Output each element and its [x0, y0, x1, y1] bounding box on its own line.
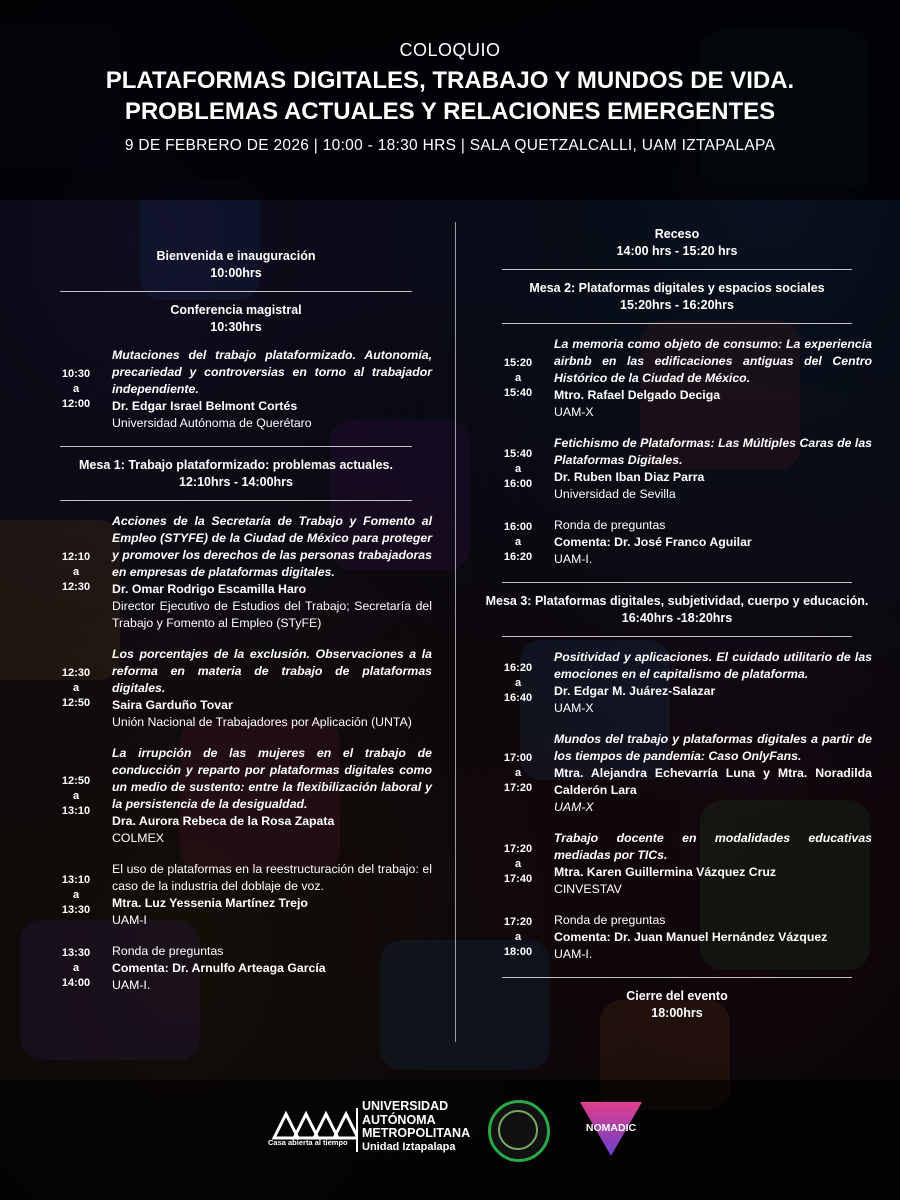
session-item — [482, 517, 872, 568]
session-time — [482, 661, 554, 706]
session-details — [112, 646, 432, 731]
session-start: 12:50 — [61, 774, 91, 787]
keynote-session — [40, 347, 432, 432]
session-sep: a — [72, 682, 80, 694]
mesa2-block — [482, 280, 872, 313]
session-end: 16:40 — [503, 691, 533, 704]
divider — [502, 269, 852, 270]
session-item — [482, 435, 872, 503]
talk-title: Ronda de preguntas — [554, 518, 666, 532]
speaker-affiliation: UAM-X — [554, 800, 594, 814]
session-start: 17:20 — [503, 916, 533, 928]
session-item — [40, 861, 432, 929]
talk-title: Mutaciones del trabajo plataformizado. Autonomía, precariedad y controversias en torno al trabajador independiente. — [112, 348, 432, 396]
mesa1-block — [40, 457, 432, 490]
session-time — [40, 367, 112, 412]
welcome-time: 10:00hrs — [210, 265, 262, 280]
session-end: 13:30 — [61, 903, 91, 916]
session-details — [554, 517, 872, 568]
session-details — [554, 649, 872, 717]
session-time — [482, 915, 554, 960]
session-start: 15:40 — [503, 447, 533, 460]
session-item — [40, 513, 432, 632]
title-line-1: PLATAFORMAS DIGITALES, TRABAJO Y MUNDOS DE VIDA. — [105, 67, 795, 94]
closing-time: 18:00hrs — [651, 1005, 703, 1020]
session-time — [40, 550, 112, 595]
speaker-affiliation: COLMEX — [112, 831, 164, 845]
mesa-title: Mesa 2: Plataformas digitales y espacios sociales — [529, 281, 825, 295]
session-time — [40, 666, 112, 711]
session-end: 16:00 — [503, 477, 533, 490]
speaker-affiliation: CINVESTAV — [554, 882, 622, 896]
uam-line-2: AUTÓNOMA — [362, 1112, 436, 1127]
session-sep: a — [514, 372, 522, 384]
session-end: 12:30 — [61, 581, 91, 593]
column-divider — [455, 222, 456, 1042]
session-sep: a — [72, 962, 80, 974]
talk-title: Positividad y aplicaciones. El cuidado utilitario de las emociones en el capitalismo de plataforma. — [554, 650, 872, 681]
session-details — [112, 745, 432, 847]
speaker-affiliation: Director Ejecutivo de Estudios del Trabajo; Secretaría del Trabajo y Fomento al Empleo (STyFE) — [112, 599, 432, 630]
session-details — [554, 435, 872, 503]
mesa-title: Mesa 3: Plataformas digitales, subjetividad, cuerpo y educación. — [485, 594, 869, 608]
session-sep: a — [514, 857, 522, 870]
speaker-affiliation: UAM-I. — [554, 947, 593, 961]
uam-line-1: UNIVERSIDAD — [362, 1099, 449, 1113]
header — [0, 0, 900, 200]
speaker-name: Dr. Omar Rodrigo Escamilla Haro — [112, 582, 307, 596]
session-details — [554, 731, 872, 816]
speaker-name: Mtro. Rafael Delgado Deciga — [554, 388, 721, 402]
session-end: 13:10 — [61, 804, 91, 817]
session-start: 16:20 — [503, 661, 533, 674]
page-title — [0, 65, 900, 127]
session-item — [40, 646, 432, 731]
speaker-affiliation: Unión Nacional de Trabajadores por Aplicación (UNTA) — [112, 715, 412, 729]
break-time: 14:00 hrs - 15:20 hrs — [616, 243, 738, 258]
speaker-affiliation: Universidad Autónoma de Querétaro — [112, 416, 312, 430]
session-sep: a — [72, 888, 80, 901]
session-item — [482, 731, 872, 816]
talk-title: La irrupción de las mujeres en el trabajo de conducción y reparto por plataformas digitales como un medio de sustento: entre la flexibilización laboral y la persistencia de la desigualdad. — [112, 746, 432, 811]
session-start: 12:30 — [61, 667, 91, 679]
talk-title: Mundos del trabajo y plataformas digitales a partir de los tiempos de pandemia: Caso OnlyFans. — [554, 732, 872, 763]
uam-tagline: Casa abierta al tiempo — [268, 1138, 348, 1147]
speaker-name: Mtra. Luz Yessenia Martínez Trejo — [112, 896, 308, 910]
speaker-name: Dr. Ruben Iban Diaz Parra — [554, 470, 705, 484]
session-sep: a — [514, 536, 522, 548]
break-title: Receso — [654, 227, 700, 241]
speaker-name: Mtra. Alejandra Echevarría Luna y Mtra. Noradilda Calderón Lara — [554, 766, 872, 797]
session-details — [554, 912, 872, 963]
session-end: 17:20 — [503, 782, 533, 794]
session-sep: a — [514, 931, 522, 943]
session-item — [482, 336, 872, 421]
talk-title: Ronda de preguntas — [112, 944, 224, 958]
session-end: 16:20 — [503, 551, 533, 563]
uam-line-3: METROPOLITANA — [362, 1126, 471, 1140]
session-time — [482, 751, 554, 796]
keynote-block — [40, 302, 432, 335]
speaker-name: Comenta: Dr. José Franco Aguilar — [554, 535, 752, 549]
session-time — [482, 520, 554, 565]
session-end: 14:00 — [61, 977, 91, 989]
speaker-affiliation: UAM-X — [554, 405, 594, 419]
title-line-2: PROBLEMAS ACTUALES Y RELACIONES EMERGENTES — [124, 98, 776, 125]
session-start: 17:00 — [503, 752, 533, 764]
nomadic-label: NOMADIC — [585, 1122, 637, 1134]
session-start: 13:10 — [61, 873, 91, 886]
session-start: 13:30 — [61, 947, 91, 959]
speaker-name: Comenta: Dr. Juan Manuel Hernández Vázquez — [554, 930, 828, 944]
session-item — [482, 649, 872, 717]
talk-title: Ronda de preguntas — [554, 913, 666, 927]
session-end: 12:00 — [61, 398, 91, 410]
divider — [60, 291, 412, 292]
event-date-venue: 9 DE FEBRERO DE 2026 | 10:00 - 18:30 HRS | SALA QUETZALCALLI, UAM IZTAPALAPA — [124, 137, 776, 154]
mesa-time: 12:10hrs - 14:00hrs — [179, 474, 293, 489]
session-time — [482, 447, 554, 492]
talk-title: El uso de plataformas en la reestructuración del trabajo: el caso de la industria del doblaje de voz. — [112, 862, 432, 893]
uam-line-4: Unidad Iztapalapa — [362, 1140, 456, 1153]
divider — [502, 636, 852, 637]
session-time — [40, 774, 112, 819]
session-item — [482, 830, 872, 898]
session-start: 17:20 — [503, 842, 533, 855]
break-block — [482, 226, 872, 259]
session-sep: a — [72, 383, 80, 395]
session-sep: a — [514, 676, 522, 689]
divider — [502, 977, 852, 978]
talk-title: Trabajo docente en modalidades educativas mediadas por TICs. — [554, 831, 872, 862]
session-details — [112, 943, 432, 994]
speaker-affiliation: UAM-I. — [554, 552, 593, 566]
session-end: 15:40 — [503, 387, 533, 399]
session-item — [40, 943, 432, 994]
session-details — [112, 513, 432, 632]
talk-title: Los porcentajes de la exclusión. Observaciones a la reforma en materia de trabajo de plataformas digitales. — [112, 647, 432, 695]
divider — [502, 582, 852, 583]
talk-title: Fetichismo de Plataformas: Las Múltiples Caras de las Plataformas Digitales. — [554, 436, 872, 467]
speaker-name: Saira Garduño Tovar — [112, 698, 233, 712]
speaker-name: Mtra. Karen Guillermina Vázquez Cruz — [554, 865, 777, 879]
uam-wordmark — [362, 1100, 470, 1154]
welcome-title: Bienvenida e inauguración — [156, 249, 316, 263]
session-time — [40, 873, 112, 918]
session-start: 16:00 — [503, 521, 533, 533]
talk-title: La memoria como objeto de consumo: La experiencia airbnb en las edificaciones antiguas del Centro Histórico de la Ciudad de México. — [554, 337, 872, 385]
speaker-affiliation: UAM-I — [112, 913, 147, 927]
session-details — [554, 336, 872, 421]
session-item — [482, 912, 872, 963]
keynote-time: 10:30hrs — [210, 319, 262, 334]
session-details — [112, 347, 432, 432]
session-sep: a — [514, 767, 522, 779]
mesa3-block — [482, 593, 872, 626]
session-time — [482, 356, 554, 401]
session-end: 18:00 — [503, 946, 533, 958]
session-details — [112, 861, 432, 929]
divider — [502, 323, 852, 324]
speaker-name: Dra. Aurora Rebeca de la Rosa Zapata — [112, 814, 335, 828]
speaker-name: Dr. Edgar M. Juárez-Salazar — [554, 684, 716, 698]
session-time — [40, 946, 112, 991]
mesa-time: 15:20hrs - 16:20hrs — [620, 297, 734, 312]
divider — [60, 500, 412, 501]
mesa-title: Mesa 1: Trabajo plataformizado: problemas actuales. — [79, 458, 393, 472]
talk-title: Acciones de la Secretaría de Trabajo y Fomento al Empleo (STYFE) de la Ciudad de México para proteger y promover los derechos de las personas trabajadoras en empresas de plataformas digitales. — [112, 514, 432, 579]
speaker-affiliation: UAM-I. — [112, 978, 151, 992]
closing-title: Cierre del evento — [626, 989, 728, 1003]
speaker-affiliation: UAM-X — [554, 701, 594, 715]
session-start: 10:30 — [61, 368, 91, 380]
session-end: 12:50 — [61, 697, 91, 709]
session-end: 17:40 — [503, 872, 533, 885]
session-sep: a — [514, 462, 522, 475]
session-start: 15:20 — [503, 357, 533, 369]
session-start: 12:10 — [61, 551, 91, 563]
speaker-name: Comenta: Dr. Arnulfo Arteaga García — [112, 961, 326, 975]
mesa-time: 16:40hrs -18:20hrs — [621, 610, 733, 625]
session-details — [554, 830, 872, 898]
program-right-column — [482, 220, 872, 1021]
department-seal-icon — [488, 1100, 550, 1162]
session-time — [482, 842, 554, 887]
header-kicker: COLOQUIO — [399, 40, 501, 60]
speaker-affiliation: Universidad de Sevilla — [554, 487, 676, 501]
program-left-column — [40, 220, 432, 1008]
keynote-title: Conferencia magistral — [170, 303, 302, 317]
speaker-name: Dr. Edgar Israel Belmont Cortés — [112, 399, 298, 413]
nomadic-logo — [578, 1100, 644, 1158]
session-sep: a — [72, 566, 80, 578]
session-item — [40, 745, 432, 847]
session-sep: a — [72, 789, 80, 802]
welcome-block — [40, 248, 432, 281]
divider — [60, 446, 412, 447]
seal-inner-ring — [498, 1110, 538, 1150]
closing-block — [482, 988, 872, 1021]
